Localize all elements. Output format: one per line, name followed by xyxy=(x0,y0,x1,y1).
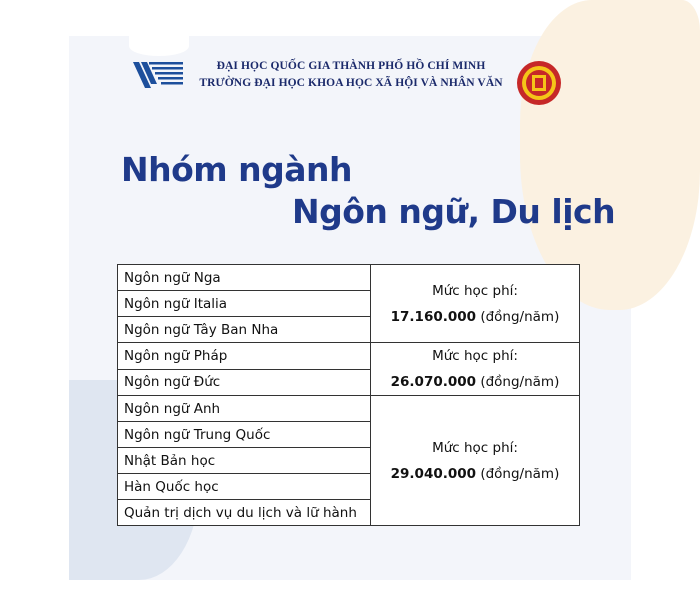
major-cell: Ngôn ngữ Anh xyxy=(118,396,371,422)
header-line-1: ĐẠI HỌC QUỐC GIA THÀNH PHỐ HỒ CHÍ MINH xyxy=(216,60,486,72)
fee-amount: 29.040.000 xyxy=(390,465,477,482)
fee-label: Mức học phí: xyxy=(432,439,518,456)
major-cell: Quản trị dịch vụ du lịch và lữ hành xyxy=(118,500,371,526)
header-line-2: TRƯỜNG ĐẠI HỌC KHOA HỌC XÃ HỘI VÀ NHÂN VĂN xyxy=(199,77,503,89)
major-cell: Nhật Bản học xyxy=(118,448,371,474)
fee-amount: 17.160.000 xyxy=(390,308,477,325)
fee-label: Mức học phí: xyxy=(432,282,518,299)
fee-unit: (đồng/năm) xyxy=(476,465,560,482)
fee-label: Mức học phí: xyxy=(432,348,518,364)
major-cell: Ngôn ngữ Trung Quốc xyxy=(118,422,371,448)
fee-amount: 26.070.000 xyxy=(390,374,477,390)
major-cell: Ngôn ngữ Đức xyxy=(118,369,371,396)
table-row xyxy=(118,396,580,422)
page-title-line-1: Nhóm ngành xyxy=(121,150,353,189)
school-seal-icon xyxy=(516,60,562,106)
fee-unit: (đồng/năm) xyxy=(476,374,560,390)
tuition-table xyxy=(117,264,580,526)
major-cell: Ngôn ngữ Nga xyxy=(118,265,371,291)
fee-cell xyxy=(371,343,580,396)
university-header xyxy=(196,58,506,92)
fee-cell xyxy=(371,265,580,343)
vnu-logo-icon xyxy=(133,60,185,90)
major-cell: Ngôn ngữ Pháp xyxy=(118,343,371,370)
major-cell: Ngôn ngữ Italia xyxy=(118,291,371,317)
major-cell: Ngôn ngữ Tây Ban Nha xyxy=(118,317,371,343)
fee-cell xyxy=(371,396,580,526)
decorative-shape xyxy=(129,36,189,56)
table-row xyxy=(118,343,580,370)
major-cell: Hàn Quốc học xyxy=(118,474,371,500)
page-title-line-2: Ngôn ngữ, Du lịch xyxy=(292,192,616,231)
table-row xyxy=(118,265,580,291)
fee-unit: (đồng/năm) xyxy=(476,308,560,325)
